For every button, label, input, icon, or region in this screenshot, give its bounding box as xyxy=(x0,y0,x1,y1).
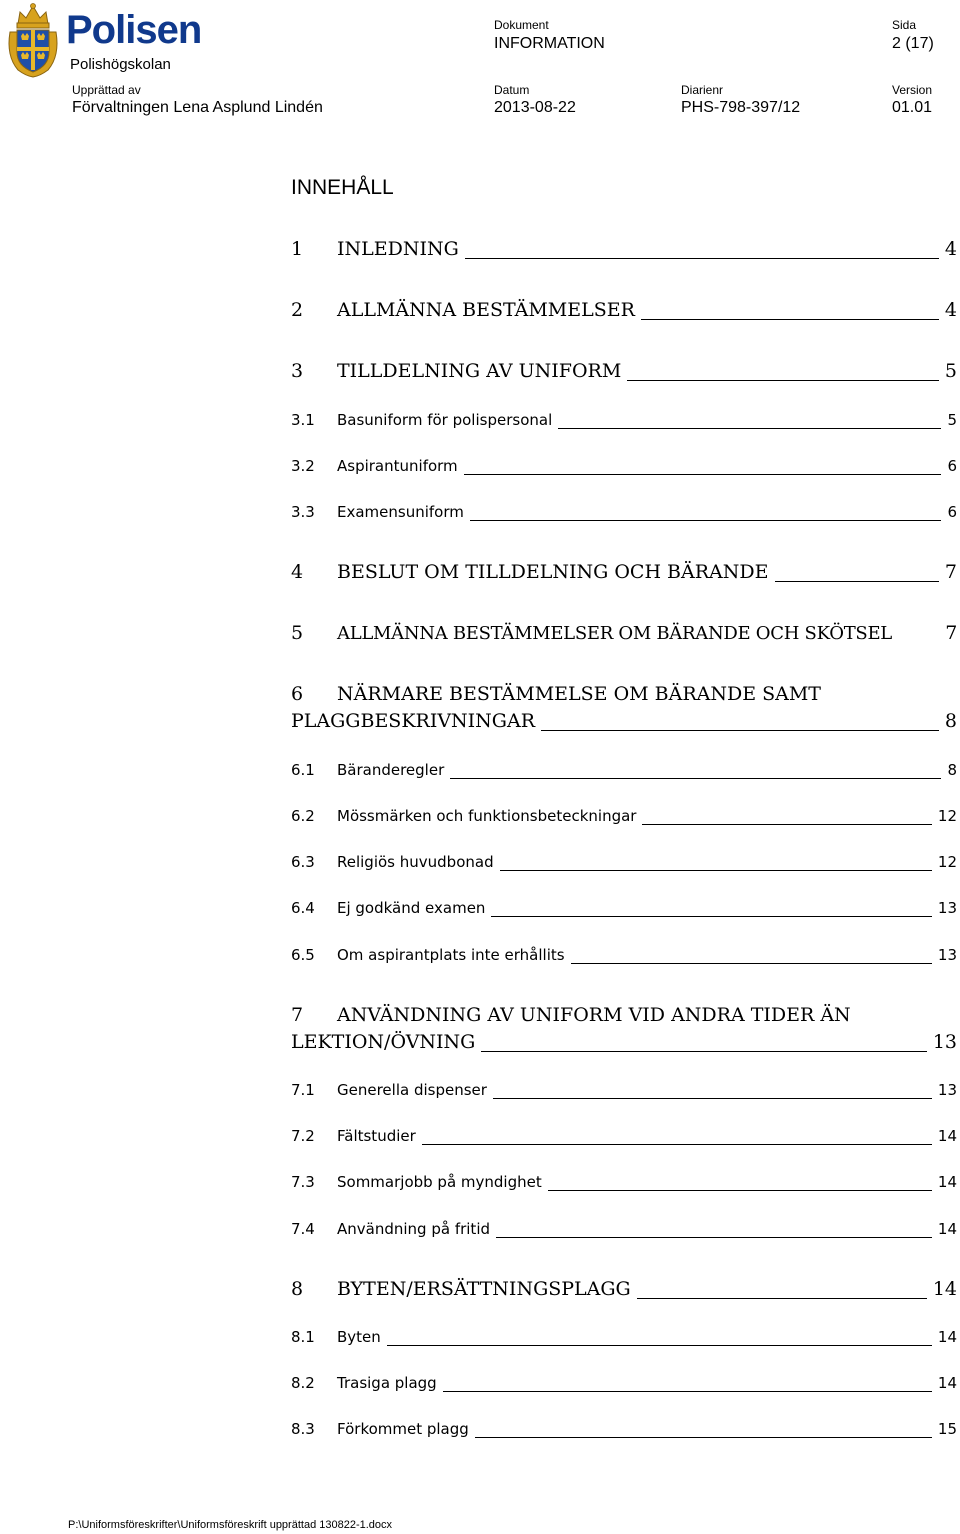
sida-label: Sida xyxy=(892,18,917,32)
toc-entry[interactable] xyxy=(291,622,957,644)
toc-entry[interactable] xyxy=(291,807,957,825)
toc-leader-line xyxy=(422,1144,932,1145)
diarienr-label: Diarienr xyxy=(681,83,724,97)
toc-entry[interactable] xyxy=(291,1127,957,1145)
toc-entry[interactable] xyxy=(291,1004,957,1026)
toc-entry[interactable] xyxy=(291,1420,957,1438)
toc-entry-number: 3.2 xyxy=(291,457,315,475)
toc-entry[interactable] xyxy=(291,561,957,583)
organization-name: Polishögskolan xyxy=(70,56,171,73)
diarienr-value: PHS-798-397/12 xyxy=(681,99,801,116)
toc-entry-number: 7.1 xyxy=(291,1081,315,1099)
toc-leader-line xyxy=(571,963,932,964)
toc-entry[interactable] xyxy=(291,899,957,917)
toc-entry-title: Examensuniform xyxy=(337,503,464,521)
version-value: 01.01 xyxy=(892,99,933,116)
toc-heading: INNEHÅLL xyxy=(291,176,394,199)
toc-leader-line xyxy=(443,1391,932,1392)
police-crest-icon xyxy=(4,2,62,78)
toc-entry-page: 6 xyxy=(947,457,957,475)
toc-entry-title: Förkommet plagg xyxy=(337,1420,469,1438)
upprattad-value: Förvaltningen Lena Asplund Lindén xyxy=(72,99,323,116)
toc-entry-page: 4 xyxy=(944,238,957,260)
toc-entry-title: BYTEN/ERSÄTTNINGSPLAGG xyxy=(337,1278,631,1300)
toc-entry-number: 7 xyxy=(291,1004,304,1026)
toc-entry-title: Bäranderegler xyxy=(337,761,445,779)
toc-entry-number: 7.4 xyxy=(291,1220,315,1238)
toc-entry-page: 14 xyxy=(937,1127,957,1145)
toc-entry-page: 6 xyxy=(947,503,957,521)
upprattad-label: Upprättad av xyxy=(72,83,141,97)
toc-leader-line xyxy=(558,428,941,429)
toc-entry-title-continued: LEKTION/ÖVNING xyxy=(291,1031,476,1053)
toc-leader-line xyxy=(627,380,939,381)
dokument-value: INFORMATION xyxy=(494,35,605,52)
toc-leader-line xyxy=(475,1437,932,1438)
toc-leader-line xyxy=(465,258,939,259)
toc-entry[interactable] xyxy=(291,1173,957,1191)
toc-entry-number: 3 xyxy=(291,360,304,382)
toc-entry[interactable] xyxy=(291,1081,957,1099)
toc-entry-number: 6.5 xyxy=(291,946,315,964)
datum-value: 2013-08-22 xyxy=(494,99,576,116)
toc-leader-line xyxy=(493,1098,932,1099)
toc-leader-line xyxy=(496,1237,932,1238)
datum-label: Datum xyxy=(494,83,530,97)
toc-entry-number: 8.2 xyxy=(291,1374,315,1392)
toc-entry[interactable] xyxy=(291,457,957,475)
toc-entry-number: 3.3 xyxy=(291,503,315,521)
toc-entry[interactable] xyxy=(291,411,957,429)
toc-entry[interactable] xyxy=(291,299,957,321)
toc-entry-page: 7 xyxy=(944,561,957,583)
toc-entry-number: 7.2 xyxy=(291,1127,315,1145)
toc-entry-title: INLEDNING xyxy=(337,238,459,260)
toc-entry-title: Mössmärken och funktionsbeteckningar xyxy=(337,807,637,825)
toc-entry-page: 14 xyxy=(937,1173,957,1191)
toc-leader-line xyxy=(637,1298,927,1299)
toc-leader-line xyxy=(541,730,939,731)
toc-entry[interactable] xyxy=(291,1220,957,1238)
toc-entry[interactable] xyxy=(291,1374,957,1392)
toc-entry-number: 6 xyxy=(291,683,304,705)
toc-entry-title: Aspirantuniform xyxy=(337,457,458,475)
toc-entry-number: 8 xyxy=(291,1278,304,1300)
toc-entry-title: Trasiga plagg xyxy=(337,1374,437,1392)
toc-entry[interactable] xyxy=(291,946,957,964)
toc-entry-number: 8.3 xyxy=(291,1420,315,1438)
toc-entry-page: 7 xyxy=(945,622,957,644)
toc-entry[interactable] xyxy=(291,1278,957,1300)
polisen-logo-text: Polisen xyxy=(66,8,202,52)
toc-entry-title: Religiös huvudbonad xyxy=(337,853,494,871)
sida-value: 2 (17) xyxy=(892,35,934,52)
toc-entry-title-continued: PLAGGBESKRIVNINGAR xyxy=(291,710,536,732)
toc-entry-title: Sommarjobb på myndighet xyxy=(337,1173,542,1191)
toc-entry-page: 13 xyxy=(932,1031,957,1053)
toc-leader-line xyxy=(470,520,942,521)
toc-entry[interactable] xyxy=(291,238,957,260)
toc-entry-page: 4 xyxy=(944,299,957,321)
toc-entry-number: 7.3 xyxy=(291,1173,315,1191)
toc-entry-page: 13 xyxy=(937,899,957,917)
toc-entry-number: 2 xyxy=(291,299,304,321)
toc-entry-number: 4 xyxy=(291,561,304,583)
toc-entry-title: BESLUT OM TILLDELNING OCH BÄRANDE xyxy=(337,561,769,583)
toc-entry-number: 3.1 xyxy=(291,411,315,429)
toc-leader-line xyxy=(450,778,941,779)
toc-entry[interactable] xyxy=(291,503,957,521)
toc-entry-page: 15 xyxy=(937,1420,957,1438)
toc-entry-number: 6.3 xyxy=(291,853,315,871)
toc-entry-page: 5 xyxy=(944,360,957,382)
toc-leader-line xyxy=(641,319,939,320)
toc-entry-number: 6.4 xyxy=(291,899,315,917)
toc-leader-line xyxy=(642,824,931,825)
toc-entry[interactable] xyxy=(291,1328,957,1346)
toc-entry-number: 8.1 xyxy=(291,1328,315,1346)
toc-entry-page: 12 xyxy=(937,807,957,825)
toc-leader-line xyxy=(548,1190,932,1191)
toc-entry-page: 12 xyxy=(937,853,957,871)
toc-entry[interactable] xyxy=(291,360,957,382)
toc-entry-title: ALLMÄNNA BESTÄMMELSER xyxy=(337,299,635,321)
toc-entry-title: Ej godkänd examen xyxy=(337,899,486,917)
toc-leader-line xyxy=(387,1345,932,1346)
toc-entry[interactable] xyxy=(291,853,957,871)
toc-entry-title: Basuniform för polispersonal xyxy=(337,411,553,429)
toc-entry-title: Generella dispenser xyxy=(337,1081,487,1099)
toc-entry-title: NÄRMARE BESTÄMMELSE OM BÄRANDE SAMT xyxy=(337,683,821,705)
toc-leader-line xyxy=(500,870,932,871)
toc-entry[interactable] xyxy=(291,761,957,779)
toc-entry-title: Användning på fritid xyxy=(337,1220,491,1238)
toc-entry-number: 6.1 xyxy=(291,761,315,779)
toc-leader-line xyxy=(464,474,942,475)
toc-entry-page: 5 xyxy=(947,411,957,429)
toc-entry-title: TILLDELNING AV UNIFORM xyxy=(337,360,622,382)
file-path-footer: P:\Uniformsföreskrifter\Uniformsföreskrift upprättad 130822-1.docx xyxy=(68,1519,393,1531)
version-label: Version xyxy=(892,83,933,97)
toc-leader-line xyxy=(775,581,939,582)
toc-entry-number: 1 xyxy=(291,238,304,260)
toc-entry-page: 14 xyxy=(932,1278,957,1300)
toc-entry-continuation[interactable] xyxy=(291,710,957,732)
toc-entry-page: 14 xyxy=(937,1220,957,1238)
toc-entry-title: Fältstudier xyxy=(337,1127,416,1145)
toc-entry-page: 13 xyxy=(937,946,957,964)
toc-entry-title: ALLMÄNNA BESTÄMMELSER OM BÄRANDE OCH SKÖTSEL xyxy=(337,623,892,644)
toc-leader-line xyxy=(491,916,931,917)
toc-entry-title: Byten xyxy=(337,1328,381,1346)
toc-entry-page: 8 xyxy=(944,710,957,732)
toc-entry-title: Om aspirantplats inte erhållits xyxy=(337,946,565,964)
toc-entry[interactable] xyxy=(291,683,957,705)
toc-entry-continuation[interactable] xyxy=(291,1031,957,1053)
toc-entry-page: 14 xyxy=(937,1328,957,1346)
toc-entry-page: 14 xyxy=(937,1374,957,1392)
toc-entry-page: 13 xyxy=(937,1081,957,1099)
toc-entry-page: 8 xyxy=(947,761,957,779)
toc-entry-number: 5 xyxy=(291,622,303,644)
toc-entry-number: 6.2 xyxy=(291,807,315,825)
dokument-label: Dokument xyxy=(494,18,549,32)
toc-entry-title: ANVÄNDNING AV UNIFORM VID ANDRA TIDER ÄN xyxy=(337,1004,851,1026)
toc-leader-line xyxy=(481,1051,926,1052)
